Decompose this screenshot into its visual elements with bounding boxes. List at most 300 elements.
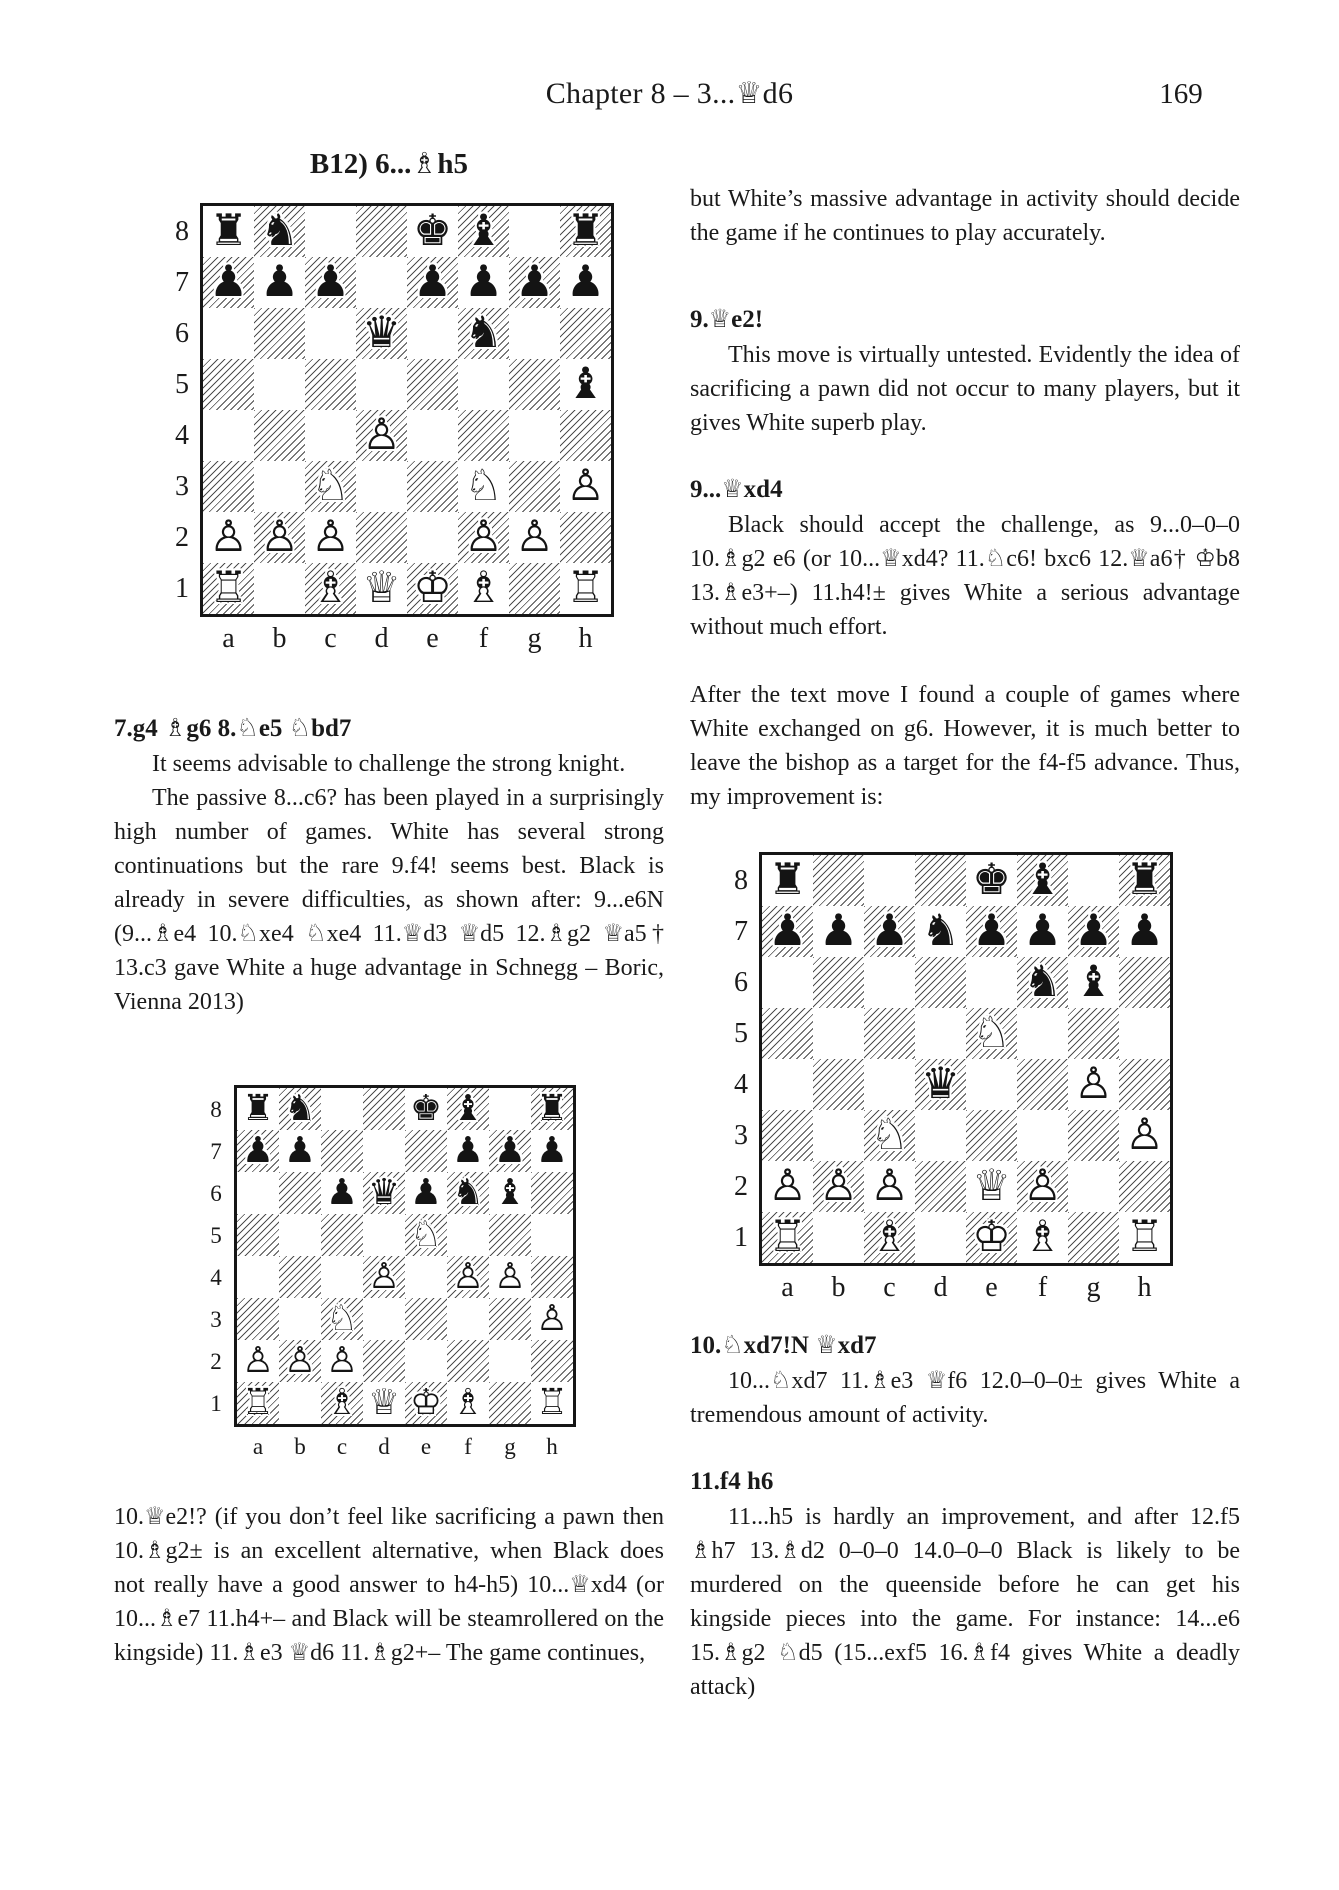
board-square (762, 1110, 813, 1161)
board-square (458, 359, 509, 410)
rank-label: 7 (174, 266, 190, 298)
board-square (531, 1298, 573, 1340)
board-square (915, 957, 966, 1008)
board-square (509, 206, 560, 257)
board-square (966, 1059, 1017, 1110)
file-label: a (252, 1433, 264, 1459)
board-square (560, 206, 611, 257)
board-square (966, 1110, 1017, 1161)
piece-white-bishop: ♝ ♗ (447, 1382, 489, 1424)
piece-white-pawn: ♟ ♙ (864, 1161, 915, 1212)
board-square (405, 1298, 447, 1340)
piece-black-pawn: ♟ ♟ (864, 906, 915, 957)
board-square (1119, 855, 1170, 906)
file-label: g (527, 623, 542, 654)
piece-white-pawn: ♟ ♙ (560, 461, 611, 512)
board-square (237, 1298, 279, 1340)
board-square (1017, 1161, 1068, 1212)
board-square (813, 1110, 864, 1161)
chess-diagram-1 (164, 203, 664, 655)
board-square (1119, 957, 1170, 1008)
piece-black-knight: ♞ ♞ (458, 308, 509, 359)
chess-diagram-3 (723, 852, 1240, 1304)
board-square (254, 206, 305, 257)
board-square (363, 1214, 405, 1256)
board-square (762, 957, 813, 1008)
file-label: c (324, 623, 337, 654)
piece-black-pawn: ♟ ♟ (966, 906, 1017, 957)
rank-label: 8 (174, 215, 190, 247)
board-square (356, 308, 407, 359)
board-square (363, 1382, 405, 1424)
board-square (363, 1256, 405, 1298)
board-square (305, 257, 356, 308)
board-square (363, 1340, 405, 1382)
board-square (405, 1214, 447, 1256)
paragraph: The passive 8...c6? has been played in a surprisingly high number of games. White has several strong continuations but the rare 9.f4! seems best. Black is already in severe difficulties, as shown after: 9...e6N (9...♗e4 10.♘xe4 ♘xe4 11.♕d3 ♕d5 12.♗g2 ♕a5† 13.c3 gave White a huge advantage in Schnegg – Boric, Vienna 2013) (114, 785, 664, 1015)
board-square (762, 906, 813, 957)
board-square (356, 359, 407, 410)
board-square (237, 1130, 279, 1172)
board-square (407, 206, 458, 257)
board-square (458, 512, 509, 563)
rank-label: 8 (210, 1095, 222, 1122)
piece-white-rook: ♜ ♖ (762, 1212, 813, 1263)
chapter-title: Chapter 8 – 3...♕d6 (545, 77, 794, 110)
board-square (356, 461, 407, 512)
paragraph: but White’s massive advantage in activity should decide the game if he continues to play accurately. (690, 186, 1240, 246)
rank-label: 2 (174, 521, 190, 553)
board-square (405, 1172, 447, 1214)
piece-white-bishop: ♝ ♗ (458, 563, 509, 614)
piece-black-pawn: ♟ ♟ (203, 257, 254, 308)
piece-white-queen: ♛ ♕ (356, 563, 407, 614)
board-square (237, 1382, 279, 1424)
board-square (305, 359, 356, 410)
piece-black-pawn: ♟ ♟ (458, 257, 509, 308)
board-square (762, 1212, 813, 1263)
file-label: h (578, 623, 593, 654)
board-square (447, 1130, 489, 1172)
piece-black-pawn: ♟ ♟ (509, 257, 560, 308)
paragraph: 11...h5 is hardly an improvement, and after 12.f5 ♗h7 13.♗d2 0–0–0 14.0–0–0 Black is likely to be murdered on the queenside before he can get his kingside pieces into the game. For instance: 14...e6 15.♗g2 ♘d5 (15...exf5 16.♗f4 gives White a deadly attack) (690, 1504, 1240, 1700)
board-square (1068, 1059, 1119, 1110)
file-label: g (1086, 1272, 1101, 1303)
file-labels (203, 617, 614, 655)
piece-white-knight: ♞ ♘ (405, 1214, 447, 1256)
board-square (305, 206, 356, 257)
board-square (1119, 1161, 1170, 1212)
piece-white-pawn: ♟ ♙ (321, 1340, 363, 1382)
board-square (447, 1256, 489, 1298)
paragraph: Black should accept the challenge, as 9...0–0–0 10.♗g2 e6 (or 10...♕xd4? 11.♘c6! bxc6 12.♕a6† ♔b8 13.♗e3+–) 11.h4!± gives White a serious advantage without much effort. (690, 512, 1240, 640)
board-square (864, 1059, 915, 1110)
file-label: h (1137, 1272, 1152, 1303)
board-square (1017, 855, 1068, 906)
board-square (356, 563, 407, 614)
board-square (864, 1161, 915, 1212)
board-square (1068, 855, 1119, 906)
piece-white-king: ♚ ♔ (407, 563, 458, 614)
board-square (447, 1214, 489, 1256)
piece-white-pawn: ♟ ♙ (447, 1256, 489, 1298)
board-square (560, 563, 611, 614)
board-square (447, 1172, 489, 1214)
piece-black-knight: ♞ ♞ (915, 906, 966, 957)
board-square (915, 1008, 966, 1059)
file-label: h (546, 1433, 558, 1459)
board-square (560, 308, 611, 359)
board-square (489, 1340, 531, 1382)
piece-white-knight: ♞ ♘ (458, 461, 509, 512)
piece-black-bishop: ♝ ♝ (1017, 855, 1068, 906)
board-square (531, 1214, 573, 1256)
board-square (203, 512, 254, 563)
piece-white-knight: ♞ ♘ (305, 461, 356, 512)
rank-label: 3 (733, 1119, 749, 1151)
piece-white-king: ♚ ♔ (405, 1382, 447, 1424)
piece-white-pawn: ♟ ♙ (254, 512, 305, 563)
board-square (489, 1382, 531, 1424)
rank-label: 1 (210, 1389, 222, 1416)
piece-black-rook: ♜ ♜ (237, 1088, 279, 1130)
file-label: f (464, 1433, 472, 1459)
paragraph: It seems advisable to challenge the strong knight. (152, 751, 626, 777)
piece-white-rook: ♜ ♖ (203, 563, 254, 614)
board-square (321, 1340, 363, 1382)
piece-white-bishop: ♝ ♗ (1017, 1212, 1068, 1263)
rank-label: 5 (210, 1221, 222, 1248)
board-square (915, 1161, 966, 1212)
board-square (405, 1130, 447, 1172)
board-square (1119, 906, 1170, 957)
rank-label: 3 (210, 1305, 222, 1332)
board-square (509, 410, 560, 461)
board-square (356, 206, 407, 257)
board-square (321, 1130, 363, 1172)
board-square (363, 1172, 405, 1214)
piece-black-bishop: ♝ ♝ (447, 1088, 489, 1130)
board-square (237, 1172, 279, 1214)
piece-black-king: ♚ ♚ (966, 855, 1017, 906)
board-square (509, 359, 560, 410)
board-square (279, 1298, 321, 1340)
file-label: b (831, 1272, 846, 1303)
piece-white-queen: ♛ ♕ (363, 1382, 405, 1424)
board-square (531, 1172, 573, 1214)
board-square (915, 855, 966, 906)
rank-label: 2 (733, 1170, 749, 1202)
board-square (237, 1214, 279, 1256)
file-labels (762, 1266, 1173, 1304)
board-square (966, 957, 1017, 1008)
board-square (762, 1008, 813, 1059)
board-square (405, 1088, 447, 1130)
board-square (458, 461, 509, 512)
rank-label: 4 (733, 1068, 749, 1100)
board-square (1119, 1110, 1170, 1161)
piece-white-pawn: ♟ ♙ (305, 512, 356, 563)
board-square (447, 1340, 489, 1382)
board-square (305, 410, 356, 461)
rank-label: 2 (210, 1347, 222, 1374)
board-square (531, 1130, 573, 1172)
board-square (966, 906, 1017, 957)
board-square (279, 1172, 321, 1214)
file-label: b (294, 1433, 306, 1459)
board-square (509, 461, 560, 512)
board-square (509, 563, 560, 614)
file-label: d (933, 1272, 948, 1303)
board-square (279, 1088, 321, 1130)
board-square (1119, 1059, 1170, 1110)
board-square (560, 257, 611, 308)
right-column (690, 0, 1240, 1704)
rank-label: 6 (733, 966, 749, 998)
piece-black-king: ♚ ♚ (405, 1088, 447, 1130)
piece-white-rook: ♜ ♖ (560, 563, 611, 614)
board-square (762, 855, 813, 906)
rank-label: 8 (733, 864, 749, 896)
board-square (363, 1130, 405, 1172)
board-square (813, 1161, 864, 1212)
piece-white-bishop: ♝ ♗ (321, 1382, 363, 1424)
board-square (321, 1256, 363, 1298)
board-square (762, 1161, 813, 1212)
board-square (1017, 1110, 1068, 1161)
board-square (237, 1088, 279, 1130)
board-square (305, 512, 356, 563)
board-square (560, 359, 611, 410)
board-square (489, 1088, 531, 1130)
piece-black-queen: ♛ ♛ (356, 308, 407, 359)
board-square (1017, 906, 1068, 957)
board-square (864, 906, 915, 957)
rank-labels (198, 1085, 234, 1427)
board-square (321, 1172, 363, 1214)
piece-white-pawn: ♟ ♙ (531, 1298, 573, 1340)
board-square (254, 512, 305, 563)
move-heading: 9...♕xd4 (690, 476, 783, 503)
piece-white-king: ♚ ♔ (966, 1212, 1017, 1263)
rank-label: 5 (174, 368, 190, 400)
board-square (915, 1212, 966, 1263)
board-square (509, 308, 560, 359)
board-square (1068, 1008, 1119, 1059)
piece-white-knight: ♞ ♘ (864, 1110, 915, 1161)
piece-white-pawn: ♟ ♙ (203, 512, 254, 563)
board-square (407, 308, 458, 359)
board-square (254, 563, 305, 614)
rank-label: 7 (733, 915, 749, 947)
file-label: c (883, 1272, 896, 1303)
piece-black-pawn: ♟ ♟ (1017, 906, 1068, 957)
board-square (279, 1382, 321, 1424)
rank-label: 6 (210, 1179, 222, 1206)
piece-black-bishop: ♝ ♝ (560, 359, 611, 410)
board-square (1017, 1059, 1068, 1110)
board-square (203, 308, 254, 359)
piece-black-pawn: ♟ ♟ (489, 1130, 531, 1172)
board-square (864, 855, 915, 906)
board-square (321, 1214, 363, 1256)
piece-white-pawn: ♟ ♙ (1119, 1110, 1170, 1161)
piece-white-pawn: ♟ ♙ (356, 410, 407, 461)
piece-black-rook: ♜ ♜ (762, 855, 813, 906)
board-square (1017, 957, 1068, 1008)
section-heading: B12) 6...♗h5 (309, 148, 469, 180)
board-square (405, 1340, 447, 1382)
board-square (237, 1340, 279, 1382)
file-label: e (426, 623, 439, 654)
board-square (305, 461, 356, 512)
board-square (1119, 1008, 1170, 1059)
board-square (1068, 1212, 1119, 1263)
piece-black-pawn: ♟ ♟ (560, 257, 611, 308)
board-square (321, 1382, 363, 1424)
piece-white-pawn: ♟ ♙ (1068, 1059, 1119, 1110)
board-square (458, 257, 509, 308)
piece-white-bishop: ♝ ♗ (305, 563, 356, 614)
file-label: c (336, 1433, 348, 1459)
piece-black-rook: ♜ ♜ (560, 206, 611, 257)
board-square (407, 257, 458, 308)
file-label: f (1037, 1272, 1048, 1303)
board-square (447, 1298, 489, 1340)
file-label: e (985, 1272, 998, 1303)
piece-black-pawn: ♟ ♟ (405, 1172, 447, 1214)
piece-black-pawn: ♟ ♟ (447, 1130, 489, 1172)
paragraph: 10...♘xd7 11.♗e3 ♕f6 12.0–0–0± gives White a tremendous amount of activity. (690, 1368, 1240, 1428)
board-square (531, 1382, 573, 1424)
board-square (813, 1059, 864, 1110)
piece-white-pawn: ♟ ♙ (279, 1340, 321, 1382)
board-square (813, 957, 864, 1008)
rank-labels (164, 203, 200, 617)
rank-label: 7 (210, 1137, 222, 1164)
board-square (966, 1212, 1017, 1263)
board-square (405, 1382, 447, 1424)
board-square (458, 563, 509, 614)
board-square (407, 410, 458, 461)
board-square (489, 1172, 531, 1214)
chess-board (234, 1085, 576, 1427)
board-square (813, 1008, 864, 1059)
rank-label: 1 (733, 1221, 749, 1253)
rank-label: 4 (210, 1263, 222, 1290)
board-square (560, 512, 611, 563)
piece-white-pawn: ♟ ♙ (458, 512, 509, 563)
board-square (254, 410, 305, 461)
piece-black-pawn: ♟ ♟ (1068, 906, 1119, 957)
piece-white-pawn: ♟ ♙ (762, 1161, 813, 1212)
piece-white-rook: ♜ ♖ (1119, 1212, 1170, 1263)
file-label: e (420, 1433, 432, 1459)
board-square (560, 461, 611, 512)
board-square (915, 1110, 966, 1161)
board-square (1068, 957, 1119, 1008)
board-square (864, 1008, 915, 1059)
board-square (203, 563, 254, 614)
rank-labels (723, 852, 759, 1266)
board-square (407, 359, 458, 410)
board-square (915, 1059, 966, 1110)
move-heading: 9.♕e2! (690, 306, 764, 333)
piece-black-bishop: ♝ ♝ (489, 1172, 531, 1214)
board-square (966, 1161, 1017, 1212)
board-square (509, 512, 560, 563)
file-labels (237, 1427, 576, 1460)
board-square (864, 1212, 915, 1263)
board-square (363, 1298, 405, 1340)
piece-white-rook: ♜ ♖ (237, 1382, 279, 1424)
piece-black-pawn: ♟ ♟ (531, 1130, 573, 1172)
file-label: d (374, 623, 389, 654)
board-square (279, 1256, 321, 1298)
board-square (489, 1214, 531, 1256)
board-square (407, 512, 458, 563)
board-square (813, 855, 864, 906)
board-square (966, 1008, 1017, 1059)
piece-black-knight: ♞ ♞ (1017, 957, 1068, 1008)
file-label: f (478, 623, 489, 654)
board-square (203, 461, 254, 512)
file-label: g (504, 1433, 516, 1459)
board-square (966, 855, 1017, 906)
board-square (813, 906, 864, 957)
paragraph: 10.♕e2!? (if you don’t feel like sacrificing a pawn then 10.♗g2± is an excellent alternative, when Black does not really have a good answer to h4-h5) 10...♕xd4 (or 10...♗e7 11.h4+– and Black will be steamrollered on the kingside) 11.♗e3 ♕d6 11.♗g2+– The game continues, (114, 1504, 664, 1666)
board-square (458, 410, 509, 461)
board-square (254, 308, 305, 359)
piece-black-king: ♚ ♚ (407, 206, 458, 257)
board-square (203, 410, 254, 461)
board-square (447, 1088, 489, 1130)
board-square (1068, 1110, 1119, 1161)
board-square (531, 1340, 573, 1382)
board-square (203, 257, 254, 308)
rank-label: 4 (174, 419, 190, 451)
board-square (762, 1059, 813, 1110)
rank-label: 3 (174, 470, 190, 502)
chess-board (200, 203, 614, 617)
board-square (237, 1256, 279, 1298)
board-square (915, 906, 966, 957)
piece-white-pawn: ♟ ♙ (1017, 1161, 1068, 1212)
paragraph: After the text move I found a couple of games where White exchanged on g6. However, it is much better to leave the bishop as a target for the f4-f5 advance. Thus, my improvement is: (690, 682, 1240, 810)
board-square (1068, 1161, 1119, 1212)
rank-label: 5 (733, 1017, 749, 1049)
piece-white-pawn: ♟ ♙ (237, 1340, 279, 1382)
left-column (114, 0, 664, 1670)
piece-white-pawn: ♟ ♙ (363, 1256, 405, 1298)
piece-black-rook: ♜ ♜ (203, 206, 254, 257)
board-square (254, 257, 305, 308)
board-square (813, 1212, 864, 1263)
piece-black-queen: ♛ ♛ (915, 1059, 966, 1110)
file-label: a (222, 623, 235, 654)
board-square (864, 1110, 915, 1161)
board-square (254, 461, 305, 512)
piece-black-knight: ♞ ♞ (279, 1088, 321, 1130)
piece-white-queen: ♛ ♕ (966, 1161, 1017, 1212)
piece-black-rook: ♜ ♜ (531, 1088, 573, 1130)
piece-white-knight: ♞ ♘ (966, 1008, 1017, 1059)
piece-white-pawn: ♟ ♙ (509, 512, 560, 563)
piece-black-pawn: ♟ ♟ (762, 906, 813, 957)
board-square (407, 563, 458, 614)
rank-label: 1 (174, 572, 190, 604)
board-square (531, 1088, 573, 1130)
